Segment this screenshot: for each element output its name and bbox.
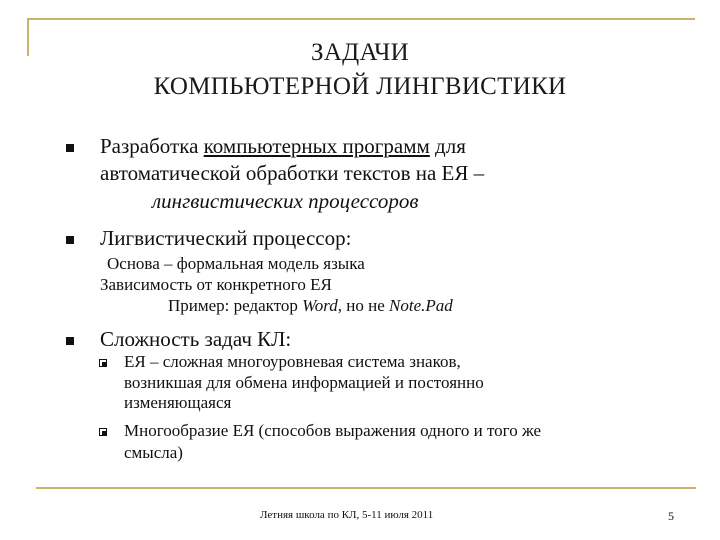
bullet1-prefix: Разработка [100, 134, 204, 158]
sub2-line1: Многообразие ЕЯ (способов выражения одного и того же [124, 421, 542, 440]
bullet-square-icon [66, 236, 74, 244]
bullet-square-icon [66, 337, 74, 345]
sub2-line2: смысла) [124, 443, 183, 462]
frame-top-line [27, 18, 695, 20]
sub-bullet-icon [99, 428, 107, 436]
sub1-line1: ЕЯ – сложная многоуровневая система знаков, [124, 352, 461, 371]
bullet1-line1 [100, 134, 466, 158]
bullet1-line2: автоматической обработки текстов на ЕЯ – [100, 161, 485, 185]
sub-bullet-icon [99, 359, 107, 367]
bullet1-underlined: компьютерных программ [203, 134, 430, 158]
example-mid: , но не [337, 296, 390, 315]
title-line-2: КОМПЬЮТЕРНОЙ ЛИНГВИСТИКИ [153, 73, 567, 100]
bullet2-line2: Зависимость от конкретного ЕЯ [100, 275, 332, 294]
bullet2-example [168, 296, 453, 315]
bullet1-line3: лингвистических процессоров [152, 189, 419, 213]
sub1-line2: возникшая для обмена информацией и постоянно [124, 373, 484, 392]
bullet2-line1: Основа – формальная модель языка [107, 254, 365, 273]
slide-title [60, 36, 660, 104]
example-prefix: Пример: редактор [168, 296, 303, 315]
footer-text: Летняя школа по КЛ, 5-11 июля 2011 [260, 509, 434, 521]
example-notepad: Note.Pad [389, 296, 453, 315]
bullet3-heading: Сложность задач КЛ: [100, 327, 292, 351]
bullet-square-icon [66, 144, 74, 152]
title-line-1: ЗАДАЧИ [311, 39, 409, 66]
sub1-line3: изменяющаяся [124, 393, 232, 412]
page-number: 5 [668, 509, 674, 523]
frame-left-line [27, 18, 29, 56]
bullet1-suffix: для [429, 134, 466, 158]
bullet2-heading: Лигвистический процессор: [100, 226, 352, 250]
example-word: Word [302, 296, 338, 315]
footer-divider [36, 487, 696, 489]
